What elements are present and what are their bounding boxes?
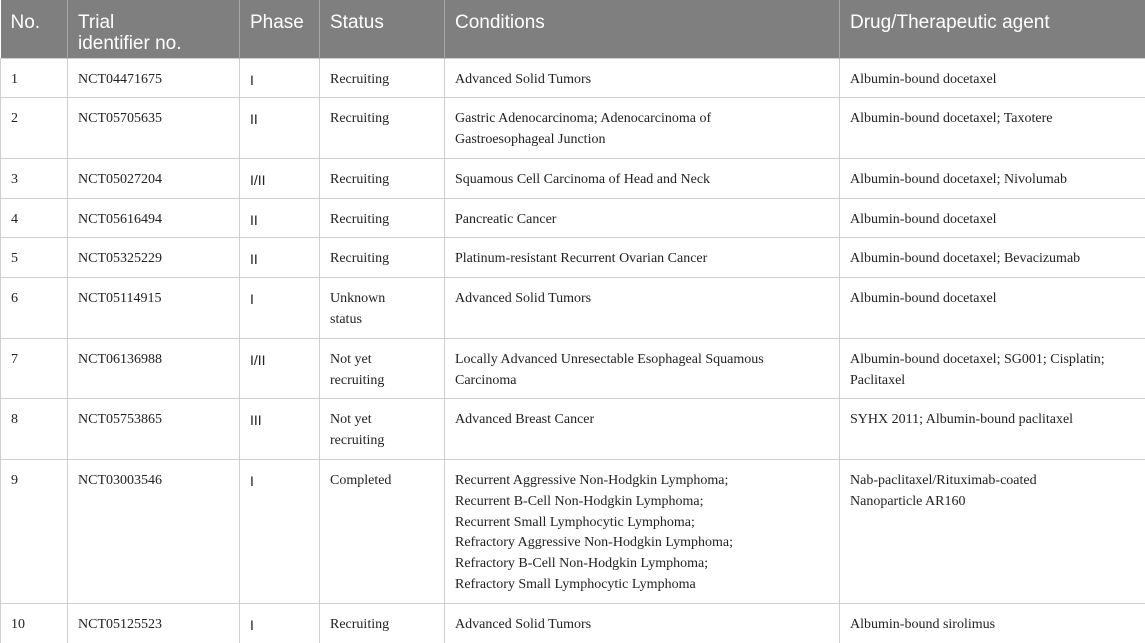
cell-line: Albumin-bound docetaxel; SG001; Cisplatin; (850, 350, 1135, 371)
cell-no: 2 (1, 98, 68, 159)
cell-line: Recurrent B-Cell Non-Hodgkin Lymphoma; (455, 492, 829, 513)
cell-status (320, 58, 445, 98)
cell-line: recruiting (330, 431, 434, 452)
table-row (1, 238, 1145, 278)
header-status (320, 0, 445, 58)
cell-line: Recruiting (330, 249, 434, 270)
cell-phase: II (240, 238, 320, 278)
header-text: No. (11, 12, 58, 33)
cell-line: status (330, 310, 434, 331)
cell-trial-id: NCT05027204 (68, 158, 240, 198)
header-text: Status (330, 12, 434, 33)
cell-line: Platinum-resistant Recurrent Ovarian Cancer (455, 249, 829, 270)
cell-drug (840, 198, 1145, 238)
header-drug (840, 0, 1145, 58)
cell-conditions (445, 98, 840, 159)
cell-line: Gastric Adenocarcinoma; Adenocarcinoma of (455, 109, 829, 130)
cell-status (320, 238, 445, 278)
cell-no: 5 (1, 238, 68, 278)
cell-line: Recruiting (330, 170, 434, 191)
table-row (1, 399, 1145, 460)
table-row (1, 460, 1145, 604)
cell-line: Advanced Solid Tumors (455, 70, 829, 91)
cell-line: Refractory B-Cell Non-Hodgkin Lymphoma; (455, 554, 829, 575)
table-row (1, 58, 1145, 98)
cell-status (320, 460, 445, 604)
cell-status (320, 603, 445, 642)
cell-no: 3 (1, 158, 68, 198)
cell-status (320, 338, 445, 399)
header-text: Phase (250, 12, 309, 33)
cell-line: recruiting (330, 371, 434, 392)
cell-phase: I (240, 603, 320, 642)
header-trial-id (68, 0, 240, 58)
cell-no: 4 (1, 198, 68, 238)
table-row (1, 198, 1145, 238)
cell-trial-id: NCT03003546 (68, 460, 240, 604)
cell-conditions (445, 158, 840, 198)
table-row (1, 278, 1145, 339)
cell-status (320, 198, 445, 238)
cell-phase: II (240, 98, 320, 159)
cell-trial-id: NCT05753865 (68, 399, 240, 460)
header-text: Trial (78, 12, 229, 33)
cell-line: Not yet (330, 350, 434, 371)
cell-line: Advanced Solid Tumors (455, 615, 829, 636)
cell-line: Albumin-bound docetaxel; Nivolumab (850, 170, 1135, 191)
cell-drug (840, 460, 1145, 604)
cell-status (320, 399, 445, 460)
cell-line: Nanoparticle AR160 (850, 492, 1135, 513)
cell-trial-id: NCT05616494 (68, 198, 240, 238)
cell-no: 9 (1, 460, 68, 604)
cell-line: SYHX 2011; Albumin-bound paclitaxel (850, 410, 1135, 431)
cell-line: Albumin-bound docetaxel (850, 210, 1135, 231)
cell-trial-id: NCT05705635 (68, 98, 240, 159)
cell-phase: III (240, 399, 320, 460)
cell-drug (840, 98, 1145, 159)
cell-status (320, 158, 445, 198)
cell-no: 10 (1, 603, 68, 642)
cell-no: 8 (1, 399, 68, 460)
cell-line: Recruiting (330, 109, 434, 130)
cell-line: Carcinoma (455, 371, 829, 392)
cell-line: Refractory Small Lymphocytic Lymphoma (455, 575, 829, 596)
cell-line: Not yet (330, 410, 434, 431)
cell-line: Completed (330, 471, 434, 492)
cell-line: Albumin-bound docetaxel (850, 70, 1135, 91)
header-row (1, 0, 1145, 58)
cell-line: Recruiting (330, 70, 434, 91)
cell-trial-id: NCT05125523 (68, 603, 240, 642)
cell-conditions (445, 58, 840, 98)
header-phase (240, 0, 320, 58)
cell-no: 1 (1, 58, 68, 98)
cell-phase: I/II (240, 338, 320, 399)
cell-line: Recurrent Small Lymphocytic Lymphoma; (455, 513, 829, 534)
cell-conditions (445, 460, 840, 604)
cell-phase: I (240, 460, 320, 604)
cell-drug (840, 338, 1145, 399)
cell-drug (840, 238, 1145, 278)
header-conditions (445, 0, 840, 58)
table-row (1, 98, 1145, 159)
cell-no: 6 (1, 278, 68, 339)
cell-phase: I (240, 278, 320, 339)
cell-line: Squamous Cell Carcinoma of Head and Neck (455, 170, 829, 191)
cell-line: Albumin-bound docetaxel (850, 289, 1135, 310)
cell-line: Pancreatic Cancer (455, 210, 829, 231)
cell-phase: II (240, 198, 320, 238)
cell-drug (840, 603, 1145, 642)
cell-conditions (445, 238, 840, 278)
table-header (1, 0, 1145, 58)
cell-line: Gastroesophageal Junction (455, 130, 829, 151)
cell-line: Advanced Solid Tumors (455, 289, 829, 310)
cell-conditions (445, 603, 840, 642)
table-body (1, 58, 1145, 643)
cell-trial-id: NCT05114915 (68, 278, 240, 339)
table-row (1, 603, 1145, 642)
cell-line: Albumin-bound sirolimus (850, 615, 1135, 636)
header-no (1, 0, 68, 58)
cell-drug (840, 278, 1145, 339)
cell-line: Albumin-bound docetaxel; Taxotere (850, 109, 1135, 130)
header-text: Drug/Therapeutic agent (850, 12, 1136, 33)
cell-line: Advanced Breast Cancer (455, 410, 829, 431)
cell-line: Nab-paclitaxel/Rituximab-coated (850, 471, 1135, 492)
header-text: Conditions (455, 12, 829, 33)
cell-phase: I (240, 58, 320, 98)
cell-line: Albumin-bound docetaxel; Bevacizumab (850, 249, 1135, 270)
cell-drug (840, 399, 1145, 460)
table-row (1, 338, 1145, 399)
cell-conditions (445, 198, 840, 238)
cell-status (320, 278, 445, 339)
cell-line: Unknown (330, 289, 434, 310)
cell-line: Locally Advanced Unresectable Esophageal Squamous (455, 350, 829, 371)
cell-status (320, 98, 445, 159)
cell-drug (840, 58, 1145, 98)
cell-conditions (445, 399, 840, 460)
cell-phase: I/II (240, 158, 320, 198)
cell-conditions (445, 278, 840, 339)
table-row (1, 158, 1145, 198)
cell-line: Recruiting (330, 210, 434, 231)
cell-no: 7 (1, 338, 68, 399)
cell-trial-id: NCT04471675 (68, 58, 240, 98)
cell-line: Recurrent Aggressive Non-Hodgkin Lymphoma; (455, 471, 829, 492)
cell-line: Refractory Aggressive Non-Hodgkin Lymphoma; (455, 533, 829, 554)
header-text: identifier no. (78, 33, 229, 54)
cell-trial-id: NCT05325229 (68, 238, 240, 278)
cell-line: Paclitaxel (850, 371, 1135, 392)
cell-trial-id: NCT06136988 (68, 338, 240, 399)
cell-conditions (445, 338, 840, 399)
cell-line: Recruiting (330, 615, 434, 636)
cell-drug (840, 158, 1145, 198)
